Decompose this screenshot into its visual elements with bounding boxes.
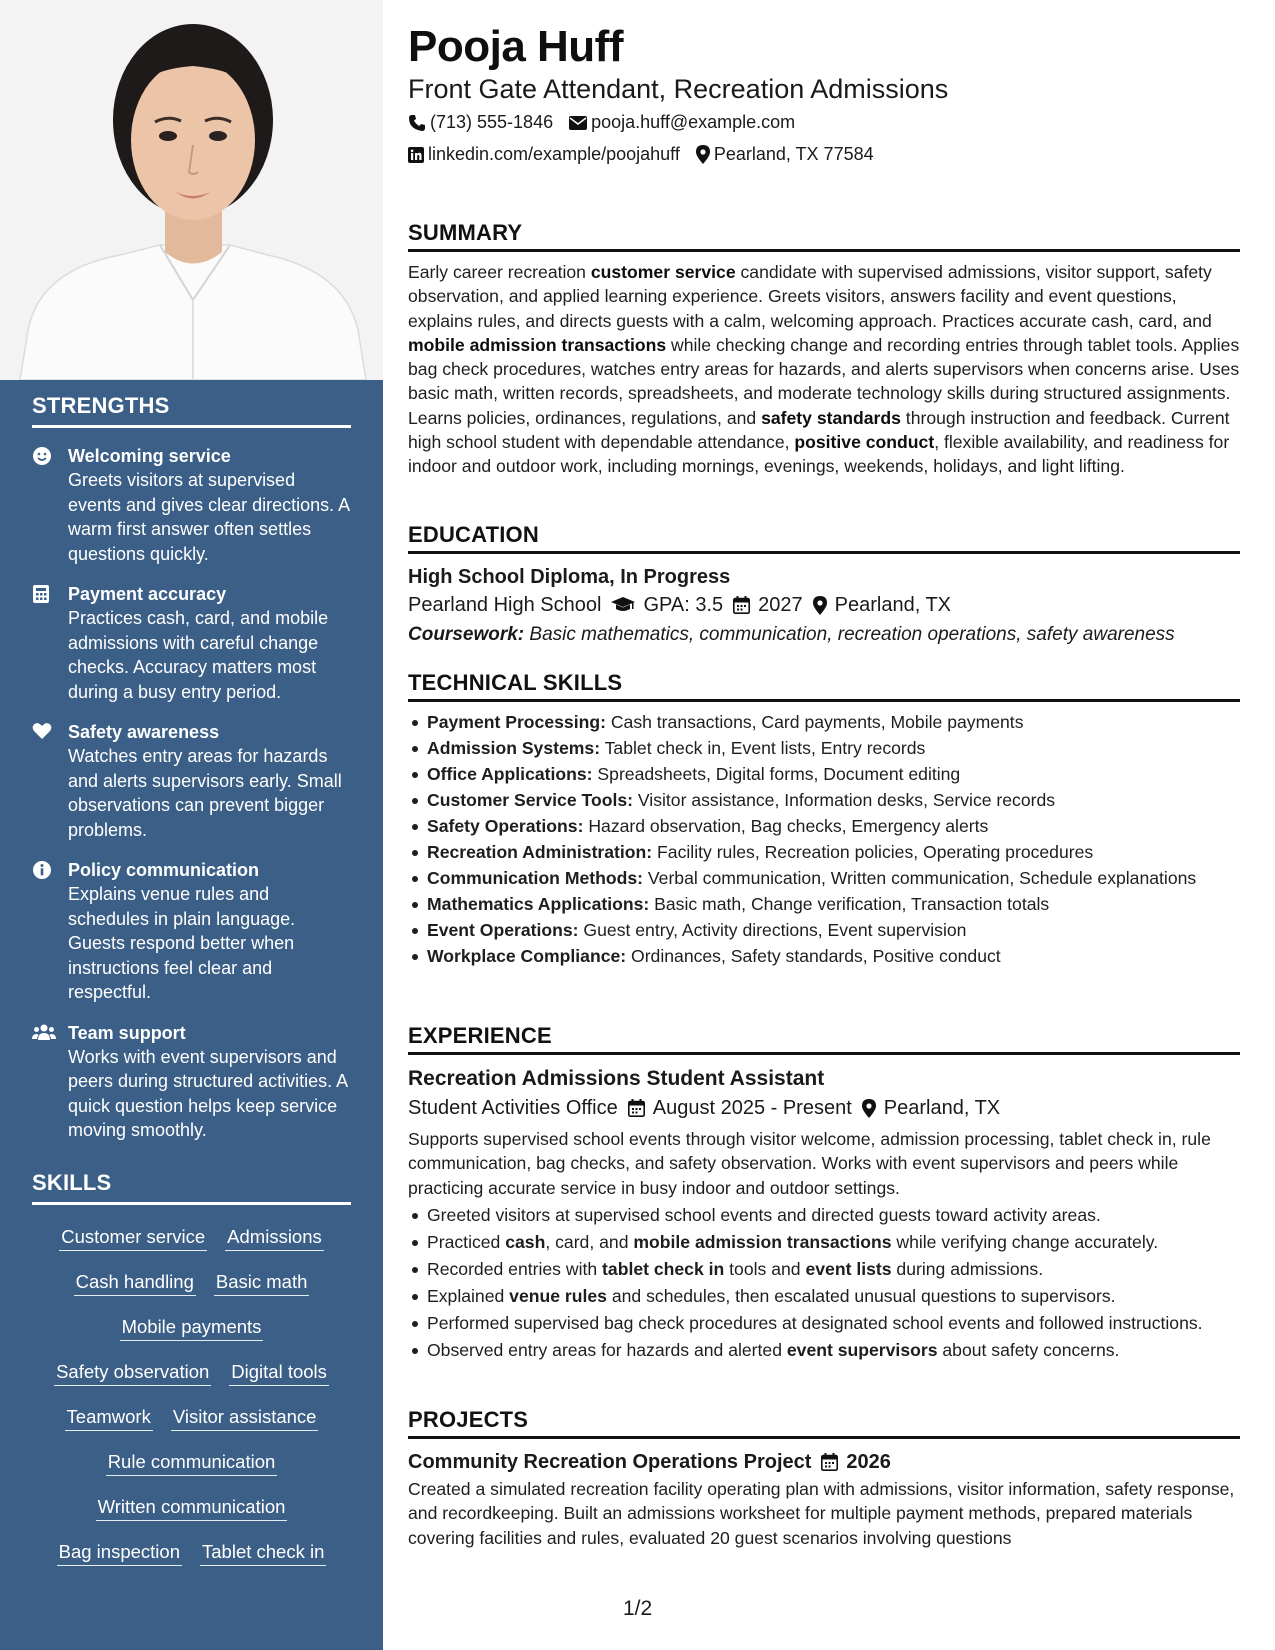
technical-skill-label: Event Operations: (427, 920, 579, 940)
email-contact (569, 112, 795, 133)
phone-icon (408, 114, 426, 132)
job-bullet-emphasis: cash (505, 1231, 546, 1252)
job-bullet-emphasis: event lists (805, 1258, 892, 1279)
technical-skill-label: Customer Service Tools: (427, 790, 633, 810)
job-bullet (408, 1257, 1240, 1281)
skills-section (32, 1170, 351, 1575)
strength-description: Works with event supervisors and peers during structured activities. A quick question helps keep service moving smoothly. (68, 1046, 348, 1140)
strength-title: Payment accuracy (68, 584, 227, 604)
job-bullet-text: Observed entry areas for hazards and alerted (427, 1339, 787, 1360)
technical-skills-section (408, 670, 1240, 970)
location-contact (696, 144, 874, 165)
skill-tag: Rule communication (106, 1450, 278, 1476)
education-heading: EDUCATION (408, 522, 1240, 554)
technical-skill-label: Workplace Compliance: (427, 946, 627, 966)
skill-row (32, 1440, 351, 1485)
summary-text: candidate with supervised admissions, visitor support, safety observation, and applied learning experience. Greets visitors, answers facility and event questions, explains rules, and directs guests with a calm, welcoming approach. Practices accurate cash, card, and (408, 262, 1212, 331)
skill-tag: Digital tools (229, 1360, 329, 1386)
strengths-heading: STRENGTHS (32, 393, 351, 428)
job-bullet-text: while verifying change accurately. (891, 1231, 1159, 1252)
school-name: Pearland High School (408, 594, 602, 616)
strength-description: Watches entry areas for hazards and alerts supervisors early. Small observations can prevent bigger problems. (68, 746, 342, 840)
linkedin-contact (408, 144, 680, 165)
job-bullet-text: tools and (724, 1258, 806, 1279)
technical-skill-item (408, 736, 1240, 760)
candidate-title: Front Gate Attendant, Recreation Admissions (408, 74, 949, 104)
strength-description: Explains venue rules and schedules in plain language. Guests respond better when instructions feel clear and respectful. (68, 884, 296, 1002)
technical-skill-item (408, 866, 1240, 890)
technical-skill-label: Admission Systems: (427, 738, 601, 758)
skills-list (32, 1215, 351, 1575)
job-bullet-text: and schedules, then escalated unusual questions to supervisors. (606, 1285, 1116, 1306)
job-bullet-text: Recorded entries with (427, 1258, 603, 1279)
skill-row (32, 1485, 351, 1530)
map-pin-icon (813, 596, 827, 615)
graduation-cap-icon (611, 597, 635, 613)
gpa-value: GPA: 3.5 (643, 594, 724, 616)
technical-skill-item (408, 944, 1240, 968)
job-meta (408, 1093, 1240, 1123)
technical-skill-values: Guest entry, Activity directions, Event supervision (578, 920, 967, 940)
strength-item (32, 582, 351, 704)
strength-description: Practices cash, card, and mobile admissions with careful change checks. Accuracy matters most during a busy entry period. (68, 608, 329, 702)
project-description: Created a simulated recreation facility operating plan with admissions, visitor information, safety response, and recordkeeping. Built an admissions worksheet for multiple payment methods, prepared materials covering facilities and rules, evaluated 20 guest scenarios involving questions (408, 1479, 1235, 1548)
summary-text: while checking change and recording entries through tablet tools. Applies bag check procedures, watches entry areas for hazards, and alerts supervisors when concerns arise. Uses basic math, written records, spreadsheets, and moderate technology skills during structured assignments. Learns policies, ordinances, regulations, and (408, 334, 1240, 428)
technical-skill-values: Ordinances, Safety standards, Positive conduct (626, 946, 1001, 966)
technical-skills-heading: TECHNICAL SKILLS (408, 670, 1240, 702)
summary-section (408, 220, 1240, 479)
experience-heading: EXPERIENCE (408, 1023, 1240, 1055)
technical-skill-label: Communication Methods: (427, 868, 644, 888)
smile-icon (32, 444, 68, 566)
page-number: 1/2 (623, 1597, 653, 1620)
job-bullet-text: , card, and (545, 1231, 634, 1252)
skill-row (32, 1530, 351, 1575)
job-bullet-emphasis: mobile admission transactions (633, 1231, 892, 1252)
technical-skill-label: Payment Processing: (427, 712, 606, 732)
linkedin-icon (408, 147, 424, 163)
summary-text: , flexible availability, and readiness for indoor and outdoor work, including mornings, evenings, weekends, holidays, and light lifting. (408, 432, 1230, 477)
job-title: Recreation Admissions Student Assistant (408, 1067, 825, 1090)
location-text: Pearland, TX 77584 (713, 144, 874, 164)
skill-row (32, 1215, 351, 1260)
skill-tag: Admissions (225, 1225, 324, 1251)
technical-skill-values: Spreadsheets, Digital forms, Document editing (592, 764, 961, 784)
technical-skill-label: Recreation Administration: (427, 842, 653, 862)
technical-skill-label: Mathematics Applications: (427, 894, 650, 914)
strength-item (32, 858, 351, 1005)
technical-skill-values: Verbal communication, Written communication, Schedule explanations (643, 868, 1197, 888)
technical-skill-values: Visitor assistance, Information desks, Service records (632, 790, 1056, 810)
skill-tag: Tablet check in (200, 1540, 326, 1566)
graduation-year: 2027 (758, 594, 803, 616)
technical-skill-values: Hazard observation, Bag checks, Emergency alerts (583, 816, 989, 836)
job-bullet (408, 1230, 1240, 1254)
calculator-icon (32, 582, 68, 704)
job-dates-item (628, 1093, 852, 1123)
graduation-year-item (733, 590, 803, 620)
school-location: Pearland, TX (834, 594, 952, 616)
phone-contact (408, 112, 553, 133)
technical-skill-item (408, 710, 1240, 734)
summary-text: through instruction and feedback. Current high school student with dependable attendance, (408, 407, 1230, 453)
calendar-icon (733, 596, 750, 614)
strength-description: Greets visitors at supervised events and gives clear directions. A warm first answer often settles questions quickly. (68, 470, 350, 564)
technical-skill-values: Cash transactions, Card payments, Mobile payments (605, 712, 1024, 732)
technical-skill-item (408, 814, 1240, 838)
summary-emphasis: positive conduct (794, 432, 935, 453)
skill-tag: Basic math (214, 1270, 310, 1296)
job-bullet-text: about safety concerns. (937, 1339, 1120, 1360)
job-bullet (408, 1203, 1240, 1227)
project-title: Community Recreation Operations Project (408, 1451, 812, 1473)
projects-section (408, 1407, 1240, 1550)
envelope-icon (569, 116, 587, 130)
education-section (408, 522, 1240, 650)
technical-skill-values: Tablet check in, Event lists, Entry records (600, 738, 926, 758)
technical-skill-label: Office Applications: (427, 764, 593, 784)
skill-row (32, 1305, 351, 1350)
strength-item (32, 1021, 351, 1143)
contact-row (408, 144, 874, 165)
technical-skills-list (408, 710, 1240, 968)
degree-title: High School Diploma, In Progress (408, 566, 731, 588)
map-pin-icon (862, 1099, 876, 1118)
contact-row (408, 112, 795, 133)
skill-tag: Written communication (96, 1495, 288, 1521)
job-bullet-text: Practiced (427, 1231, 506, 1252)
project-title-line (408, 1449, 1240, 1475)
job-bullet (408, 1284, 1240, 1308)
technical-skill-values: Basic math, Change verification, Transaction totals (649, 894, 1050, 914)
strengths-section (32, 393, 351, 1143)
skill-row (32, 1395, 351, 1440)
coursework-label: Coursework: (408, 624, 525, 645)
job-bullet-emphasis: event supervisors (786, 1339, 938, 1360)
phone-number: (713) 555-1846 (430, 112, 554, 132)
project-year: 2026 (846, 1451, 891, 1473)
summary-heading: SUMMARY (408, 220, 1240, 252)
job-bullet-text: during admissions. (891, 1258, 1044, 1279)
skill-tag: Safety observation (54, 1360, 211, 1386)
summary-emphasis: customer service (590, 262, 736, 282)
technical-skill-values: Facility rules, Recreation policies, Operating procedures (652, 842, 1094, 862)
coursework-text: Basic mathematics, communication, recreation operations, safety awareness (524, 624, 1175, 645)
strength-title: Team support (68, 1022, 186, 1043)
calendar-icon (628, 1099, 645, 1117)
job-bullet-text: Performed supervised bag check procedures at designated school events and followed instructions. (427, 1312, 1203, 1333)
linkedin-link[interactable]: linkedin.com/example/poojahuff (428, 144, 680, 164)
skill-row (32, 1350, 351, 1395)
experience-section (408, 1023, 1240, 1365)
strength-item (32, 444, 351, 566)
skill-tag: Bag inspection (57, 1540, 182, 1566)
summary-text: Early career recreation (408, 262, 591, 282)
job-bullet-text: Greeted visitors at supervised school events and directed guests toward activity areas. (427, 1204, 1101, 1225)
summary-emphasis: safety standards (761, 407, 901, 428)
strength-item (32, 720, 351, 842)
summary-emphasis: mobile admission transactions (408, 334, 667, 355)
strength-title: Welcoming service (68, 446, 231, 466)
gpa-item (611, 590, 723, 620)
profile-photo (0, 0, 383, 380)
job-bullets (408, 1203, 1240, 1362)
technical-skill-label: Safety Operations: (427, 816, 584, 836)
skill-tag: Visitor assistance (171, 1405, 319, 1431)
job-location-item (862, 1093, 1000, 1123)
education-meta (408, 590, 1240, 620)
skill-tag: Teamwork (65, 1405, 153, 1431)
skill-row (32, 1260, 351, 1305)
info-icon (32, 858, 68, 1005)
job-bullet (408, 1311, 1240, 1335)
technical-skill-item (408, 788, 1240, 812)
skills-heading: SKILLS (32, 1170, 351, 1205)
technical-skill-item (408, 892, 1240, 916)
project-year-item (821, 1449, 891, 1475)
projects-heading: PROJECTS (408, 1407, 1240, 1439)
candidate-name: Pooja Huff (408, 22, 623, 71)
strength-title: Policy communication (68, 860, 260, 880)
job-dates: August 2025 - Present (652, 1097, 852, 1119)
job-bullet-emphasis: tablet check in (602, 1258, 725, 1279)
technical-skill-item (408, 762, 1240, 786)
coursework-line (408, 620, 1240, 650)
users-icon (32, 1021, 68, 1143)
email-link[interactable]: pooja.huff@example.com (591, 112, 796, 132)
job-bullet (408, 1338, 1240, 1362)
profile-photo-image (0, 0, 383, 380)
employer-name: Student Activities Office (408, 1097, 618, 1119)
technical-skill-item (408, 840, 1240, 864)
job-location: Pearland, TX (883, 1097, 1001, 1119)
job-description: Supports supervised school events through visitor welcome, admission processing, tablet check in, rule communication, bag checks, and safety observation. Works with event supervisors and peers while practicing accurate service in busy indoor and outdoor settings. (408, 1129, 1211, 1198)
skill-tag: Customer service (59, 1225, 207, 1251)
job-bullet-text: Explained (427, 1285, 510, 1306)
skill-tag: Cash handling (74, 1270, 196, 1296)
map-pin-icon (696, 145, 710, 164)
job-bullet-emphasis: venue rules (509, 1285, 607, 1306)
calendar-icon (821, 1453, 838, 1471)
school-location-item (813, 590, 951, 620)
sidebar (0, 0, 383, 1650)
heart-icon (32, 720, 68, 842)
skill-tag: Mobile payments (120, 1315, 264, 1341)
summary-text (408, 260, 1240, 479)
strength-title: Safety awareness (68, 722, 220, 742)
technical-skill-item (408, 918, 1240, 942)
